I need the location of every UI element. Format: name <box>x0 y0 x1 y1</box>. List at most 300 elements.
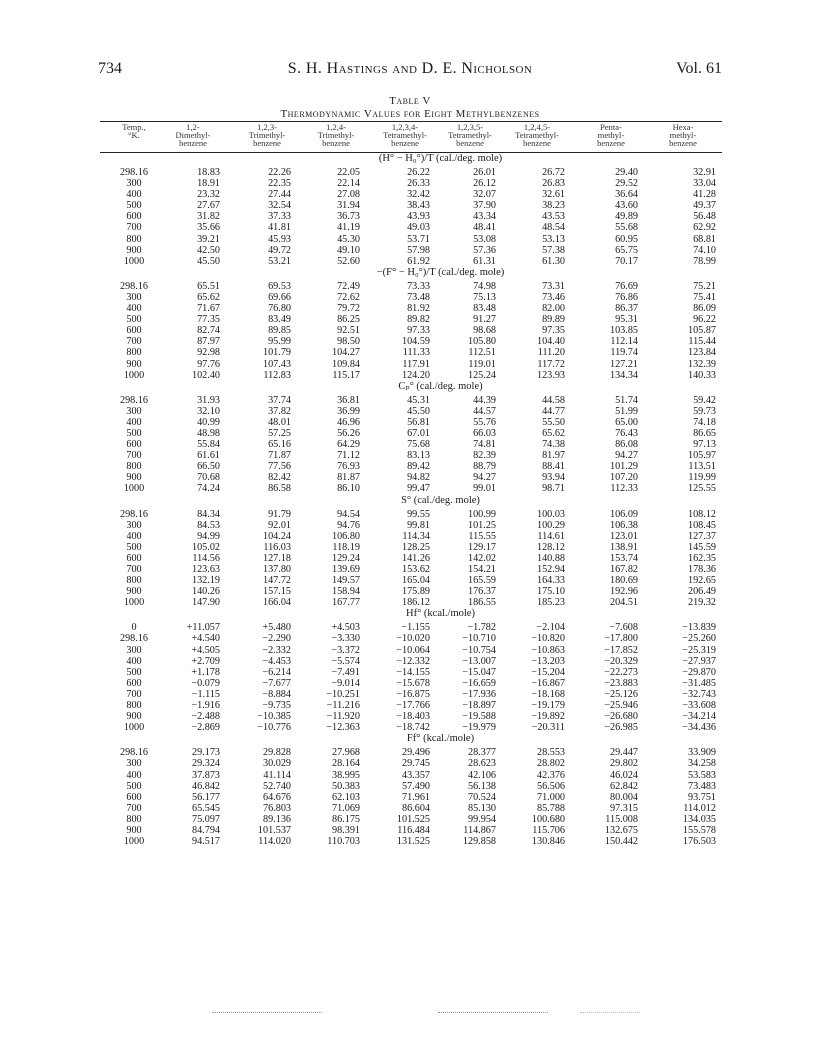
value-cell: 77.35 <box>197 314 220 326</box>
value-cell: 29.828 <box>262 747 291 759</box>
value-cell: −12.363 <box>326 722 360 734</box>
value-cell: 92.01 <box>268 519 291 531</box>
value-cell: 56.48 <box>693 211 716 223</box>
value-cell: 39.21 <box>197 233 220 245</box>
temperature-cell: 1000 <box>123 722 145 734</box>
value-cell: 97.33 <box>407 325 430 337</box>
temperature-cell: 600 <box>126 211 142 223</box>
value-cell: 59.42 <box>693 394 716 406</box>
value-cell: 43.34 <box>473 211 496 223</box>
value-cell: 185.23 <box>536 597 565 609</box>
value-cell: 166.04 <box>262 597 291 609</box>
value-cell: −7.491 <box>331 666 360 678</box>
value-cell: 186.55 <box>467 597 496 609</box>
value-cell: 26.72 <box>542 167 565 178</box>
value-cell: 76.43 <box>615 427 638 439</box>
value-cell: 158.94 <box>331 586 360 598</box>
table-row <box>0 747 821 758</box>
table-row <box>0 336 821 347</box>
value-cell: 74.81 <box>473 439 496 451</box>
value-cell: 53.583 <box>687 769 716 781</box>
value-cell: 115.008 <box>605 813 638 825</box>
value-cell: 132.675 <box>604 824 638 836</box>
value-cell: 101.25 <box>467 519 496 531</box>
value-cell: 164.33 <box>536 575 565 587</box>
value-cell: 40.99 <box>197 416 220 428</box>
value-cell: 65.51 <box>197 280 220 292</box>
value-cell: 100.99 <box>467 508 496 520</box>
value-cell: 74.24 <box>197 483 220 495</box>
value-cell: 100.29 <box>536 519 565 531</box>
value-cell: 116.484 <box>397 824 430 836</box>
value-cell: 67.01 <box>407 427 430 439</box>
temperature-cell: 298.16 <box>119 167 148 178</box>
temperature-cell: 400 <box>126 530 142 542</box>
value-cell: −3.372 <box>331 644 360 656</box>
value-cell: 74.98 <box>473 280 496 292</box>
volume-number: Vol. 61 <box>676 60 722 77</box>
value-cell: 108.45 <box>687 519 716 531</box>
value-cell: 153.62 <box>401 564 430 575</box>
column-header-123-trimethylbenzene: 1,2,3- Trimethyl- benzene <box>248 122 286 148</box>
value-cell: 106.09 <box>609 508 638 520</box>
column-header-dimethylbenzene: 1,2- Dimethyl- benzene <box>175 122 211 148</box>
value-cell: 45.93 <box>268 233 291 245</box>
column-header-1245-tetramethylbenzene: 1,2,4,5- Tetramethyl- benzene <box>515 122 559 148</box>
value-cell: 66.03 <box>473 427 496 439</box>
value-cell: 73.483 <box>687 780 716 792</box>
value-cell: 114.012 <box>683 802 716 814</box>
value-cell: 81.92 <box>407 303 430 315</box>
table-row <box>0 178 821 189</box>
value-cell: 76.93 <box>337 461 360 473</box>
temperature-cell: 800 <box>126 813 142 825</box>
table-row <box>0 292 821 303</box>
value-cell: 82.42 <box>268 472 291 484</box>
value-cell: 86.25 <box>337 314 360 326</box>
value-cell: 86.65 <box>693 427 716 439</box>
value-cell: −17.936 <box>462 688 496 700</box>
value-cell: 119.01 <box>468 358 496 370</box>
value-cell: 36.64 <box>615 189 638 201</box>
value-cell: 75.13 <box>473 291 496 303</box>
value-cell: 26.33 <box>407 178 430 190</box>
value-cell: 127.37 <box>687 530 716 542</box>
value-cell: 33.04 <box>693 178 716 190</box>
value-cell: 32.07 <box>473 189 496 201</box>
value-cell: 186.12 <box>401 597 430 609</box>
value-cell: −1.916 <box>191 700 220 712</box>
value-cell: 48.01 <box>268 416 291 428</box>
value-cell: 89.85 <box>268 325 291 337</box>
value-cell: 72.49 <box>337 280 360 292</box>
value-cell: 46.024 <box>609 769 638 781</box>
value-cell: 64.29 <box>337 439 360 451</box>
value-cell: 41.114 <box>263 769 291 781</box>
value-cell: 167.77 <box>331 597 360 609</box>
value-cell: +5.480 <box>262 622 291 634</box>
table-row <box>0 325 821 336</box>
value-cell: 100.680 <box>531 813 565 825</box>
temperature-cell: 900 <box>126 472 142 484</box>
table-row <box>0 472 821 483</box>
value-cell: 94.82 <box>407 472 430 484</box>
value-cell: 106.80 <box>331 530 360 542</box>
value-cell: 66.50 <box>197 461 220 473</box>
value-cell: 81.87 <box>337 472 360 484</box>
value-cell: 115.55 <box>468 530 496 542</box>
value-cell: 97.35 <box>542 325 565 337</box>
value-cell: 79.72 <box>337 303 360 315</box>
value-cell: 26.12 <box>473 178 496 190</box>
value-cell: 48.98 <box>197 427 220 439</box>
value-cell: 65.16 <box>268 439 291 451</box>
value-cell: 106.38 <box>609 519 638 531</box>
value-cell: −32.743 <box>682 688 716 700</box>
temperature-cell: 400 <box>126 416 142 428</box>
value-cell: 55.50 <box>542 416 565 428</box>
value-cell: 42.106 <box>467 769 496 781</box>
value-cell: 98.71 <box>542 483 565 495</box>
value-cell: 94.99 <box>197 530 220 542</box>
value-cell: 29.52 <box>615 178 638 190</box>
value-cell: 102.40 <box>191 369 220 381</box>
value-cell: −7.677 <box>262 677 291 689</box>
table-row <box>0 314 821 325</box>
temperature-cell: 900 <box>126 586 142 598</box>
value-cell: 18.83 <box>197 167 220 178</box>
column-header-pentamethylbenzene: Penta- methyl- benzene <box>597 122 625 148</box>
value-cell: 28.623 <box>467 758 496 770</box>
value-cell: 70.17 <box>615 255 638 267</box>
value-cell: 107.43 <box>262 358 291 370</box>
value-cell: 117.91 <box>402 358 430 370</box>
value-cell: −1.782 <box>467 622 496 634</box>
value-cell: 81.97 <box>542 450 565 462</box>
table-row <box>0 370 821 381</box>
value-cell: 80.004 <box>609 791 638 803</box>
value-cell: 46.842 <box>191 780 220 792</box>
value-cell: −25.319 <box>682 644 716 656</box>
table-row <box>0 483 821 494</box>
value-cell: 52.60 <box>337 255 360 267</box>
value-cell: 70.524 <box>467 791 496 803</box>
value-cell: −10.385 <box>257 711 291 723</box>
value-cell: 27.968 <box>331 747 360 759</box>
value-cell: −18.403 <box>396 711 430 723</box>
value-cell: 128.25 <box>401 541 430 553</box>
value-cell: 57.98 <box>407 244 430 256</box>
temperature-cell: 600 <box>126 552 142 564</box>
value-cell: 116.03 <box>263 541 291 553</box>
value-cell: 27.44 <box>268 189 291 201</box>
value-cell: 140.33 <box>687 369 716 381</box>
value-cell: 64.676 <box>262 791 291 803</box>
value-cell: −11.920 <box>326 711 360 723</box>
temperature-cell: 300 <box>126 178 142 190</box>
value-cell: 103.85 <box>609 325 638 337</box>
value-cell: 86.09 <box>693 303 716 315</box>
value-cell: −10.710 <box>462 633 496 645</box>
value-cell: 62.103 <box>331 791 360 803</box>
value-cell: 86.08 <box>615 439 638 451</box>
value-cell: 114.56 <box>192 552 220 564</box>
value-cell: 22.14 <box>337 178 360 190</box>
value-cell: 85.130 <box>467 802 496 814</box>
value-cell: 150.442 <box>604 836 638 848</box>
value-cell: 48.41 <box>473 222 496 234</box>
temperature-cell: 400 <box>126 303 142 315</box>
value-cell: 71.12 <box>337 450 360 462</box>
value-cell: 49.72 <box>268 244 291 256</box>
table-row <box>0 781 821 792</box>
value-cell: 165.59 <box>467 575 496 587</box>
value-cell: 149.57 <box>331 575 360 587</box>
value-cell: −23.883 <box>604 677 638 689</box>
column-header-1234-tetramethylbenzene: 1,2,3,4- Tetramethyl- benzene <box>383 122 427 148</box>
value-cell: 36.99 <box>337 405 360 417</box>
value-cell: 77.56 <box>268 461 291 473</box>
table-row <box>0 256 821 267</box>
value-cell: 162.35 <box>687 552 716 564</box>
value-cell: 114.61 <box>537 530 565 542</box>
table-row <box>0 542 821 553</box>
value-cell: 22.26 <box>268 167 291 178</box>
value-cell: 119.99 <box>688 472 716 484</box>
value-cell: 101.29 <box>609 461 638 473</box>
value-cell: 125.55 <box>687 483 716 495</box>
value-cell: 89.136 <box>262 813 291 825</box>
value-cell: 125.24 <box>467 369 496 381</box>
value-cell: 48.54 <box>542 222 565 234</box>
value-cell: −20.311 <box>531 722 565 734</box>
temperature-cell: 800 <box>126 233 142 245</box>
value-cell: 38.23 <box>542 200 565 212</box>
value-cell: 192.96 <box>609 586 638 598</box>
value-cell: −9.735 <box>262 700 291 712</box>
temperature-cell: 300 <box>126 644 142 656</box>
temperature-cell: 900 <box>126 358 142 370</box>
value-cell: 104.40 <box>536 336 565 348</box>
temperature-cell: 400 <box>126 655 142 667</box>
value-cell: 132.19 <box>191 575 220 587</box>
value-cell: 45.30 <box>337 233 360 245</box>
value-cell: 28.164 <box>331 758 360 770</box>
value-cell: 142.02 <box>467 552 496 564</box>
value-cell: 68.81 <box>693 233 716 245</box>
table-row <box>0 509 821 520</box>
value-cell: 153.74 <box>609 552 638 564</box>
value-cell: −10.820 <box>531 633 565 645</box>
value-cell: −17.766 <box>396 700 430 712</box>
value-cell: 87.97 <box>197 336 220 348</box>
value-cell: −2.104 <box>536 622 565 634</box>
value-cell: 114.34 <box>402 530 430 542</box>
value-cell: 83.13 <box>407 450 430 462</box>
value-cell: 175.10 <box>536 586 565 598</box>
value-cell: 114.867 <box>463 824 496 836</box>
value-cell: 128.12 <box>536 541 565 553</box>
value-cell: 86.10 <box>337 483 360 495</box>
value-cell: −15.678 <box>396 677 430 689</box>
value-cell: 29.447 <box>609 747 638 759</box>
value-cell: 32.42 <box>407 189 430 201</box>
value-cell: 75.41 <box>693 291 716 303</box>
value-cell: 124.20 <box>401 369 430 381</box>
value-cell: 65.75 <box>615 244 638 256</box>
value-cell: 73.33 <box>407 280 430 292</box>
value-cell: 43.93 <box>407 211 430 223</box>
value-cell: −29.870 <box>682 666 716 678</box>
value-cell: 91.79 <box>268 508 291 520</box>
value-cell: 49.10 <box>337 244 360 256</box>
value-cell: 78.99 <box>693 255 716 267</box>
value-cell: 37.873 <box>191 769 220 781</box>
temperature-cell: 700 <box>126 802 142 814</box>
value-cell: 74.18 <box>693 416 716 428</box>
section-title: −(F° − H₀°)/T (cal./deg. mole) <box>376 266 505 278</box>
table-row <box>0 700 821 711</box>
value-cell: −2.869 <box>191 722 220 734</box>
value-cell: −20.329 <box>604 655 638 667</box>
table-row <box>0 633 821 644</box>
value-cell: 101.79 <box>262 347 291 359</box>
value-cell: −25.946 <box>604 700 638 712</box>
value-cell: 42.50 <box>197 244 220 256</box>
temperature-cell: 600 <box>126 439 142 451</box>
section-title: Hf° (kcal./mole) <box>406 608 475 620</box>
value-cell: 61.61 <box>197 450 220 462</box>
value-cell: 31.94 <box>337 200 360 212</box>
table-row <box>0 520 821 531</box>
value-cell: 130.846 <box>531 836 565 848</box>
value-cell: 129.858 <box>462 836 496 848</box>
value-cell: 98.50 <box>337 336 360 348</box>
value-cell: 55.84 <box>197 439 220 451</box>
table-row <box>0 722 821 733</box>
table-row <box>0 450 821 461</box>
temperature-cell: 298.16 <box>119 633 148 645</box>
value-cell: 75.21 <box>693 280 716 292</box>
value-cell: 76.86 <box>615 291 638 303</box>
value-cell: −18.168 <box>531 688 565 700</box>
value-cell: 114.020 <box>258 836 291 848</box>
value-cell: 35.66 <box>197 222 220 234</box>
value-cell: 180.69 <box>609 575 638 587</box>
value-cell: 165.04 <box>401 575 430 587</box>
value-cell: 37.82 <box>268 405 291 417</box>
value-cell: 123.93 <box>536 369 565 381</box>
value-cell: 99.81 <box>407 519 430 531</box>
value-cell: −5.574 <box>331 655 360 667</box>
temperature-cell: 400 <box>126 769 142 781</box>
value-cell: 41.28 <box>693 189 716 201</box>
value-cell: 75.097 <box>191 813 220 825</box>
value-cell: −10.863 <box>531 644 565 656</box>
value-cell: 73.46 <box>542 291 565 303</box>
table-row <box>0 770 821 781</box>
value-cell: −26.985 <box>604 722 638 734</box>
table-row <box>0 678 821 689</box>
value-cell: 83.49 <box>268 314 291 326</box>
value-cell: 88.79 <box>473 461 496 473</box>
value-cell: 132.39 <box>687 358 716 370</box>
value-cell: 71.87 <box>268 450 291 462</box>
value-cell: 61.92 <box>407 255 430 267</box>
value-cell: 127.18 <box>262 552 291 564</box>
value-cell: 99.954 <box>467 813 496 825</box>
value-cell: 123.63 <box>191 564 220 575</box>
value-cell: 123.01 <box>609 530 638 542</box>
value-cell: 112.51 <box>468 347 496 359</box>
value-cell: 176.503 <box>682 836 716 848</box>
table-row <box>0 428 821 439</box>
value-cell: 95.31 <box>615 314 638 326</box>
column-header-124-trimethylbenzene: 1,2,4- Trimethyl- benzene <box>317 122 355 148</box>
value-cell: 98.391 <box>331 824 360 836</box>
temperature-cell: 700 <box>126 222 142 234</box>
value-cell: 18.91 <box>197 178 220 190</box>
value-cell: 154.21 <box>467 564 496 575</box>
value-cell: 176.37 <box>467 586 496 598</box>
value-cell: 56.26 <box>337 427 360 439</box>
value-cell: 134.34 <box>609 369 638 381</box>
value-cell: −0.079 <box>191 677 220 689</box>
value-cell: 127.21 <box>609 358 638 370</box>
value-cell: −10.064 <box>396 644 430 656</box>
running-header <box>98 60 722 80</box>
value-cell: −33.608 <box>682 700 716 712</box>
temperature-cell: 600 <box>126 325 142 337</box>
value-cell: 105.80 <box>467 336 496 348</box>
value-cell: −2.290 <box>262 633 291 645</box>
value-cell: −12.332 <box>396 655 430 667</box>
value-cell: 75.68 <box>407 439 430 451</box>
value-cell: 76.80 <box>268 303 291 315</box>
value-cell: 57.25 <box>268 427 291 439</box>
value-cell: 71.000 <box>536 791 565 803</box>
temperature-cell: 1000 <box>123 483 145 495</box>
value-cell: 111.33 <box>402 347 430 359</box>
temperature-cell: 300 <box>126 519 142 531</box>
table-row <box>0 439 821 450</box>
value-cell: 71.67 <box>197 303 220 315</box>
temperature-cell: 500 <box>126 666 142 678</box>
value-cell: +2.709 <box>191 655 220 667</box>
temperature-cell: 800 <box>126 575 142 587</box>
value-cell: 45.50 <box>197 255 220 267</box>
value-cell: 86.604 <box>401 802 430 814</box>
table-label: Table V <box>389 95 431 107</box>
value-cell: −17.852 <box>604 644 638 656</box>
value-cell: −25.260 <box>682 633 716 645</box>
value-cell: 41.19 <box>337 222 360 234</box>
value-cell: −7.608 <box>609 622 638 634</box>
value-cell: 178.36 <box>687 564 716 575</box>
table-caption: Thermodynamic Values for Eight Methylbenzenes <box>280 108 540 120</box>
value-cell: 192.65 <box>687 575 716 587</box>
value-cell: 82.39 <box>473 450 496 462</box>
value-cell: 76.803 <box>262 802 291 814</box>
section-title: (H° − H₀°)/T (cal./deg. mole) <box>378 153 503 164</box>
value-cell: −34.214 <box>682 711 716 723</box>
value-cell: 57.38 <box>542 244 565 256</box>
value-cell: −13.203 <box>531 655 565 667</box>
table-row <box>0 200 821 211</box>
table-row <box>0 758 821 769</box>
value-cell: 65.545 <box>191 802 220 814</box>
table-row <box>0 234 821 245</box>
